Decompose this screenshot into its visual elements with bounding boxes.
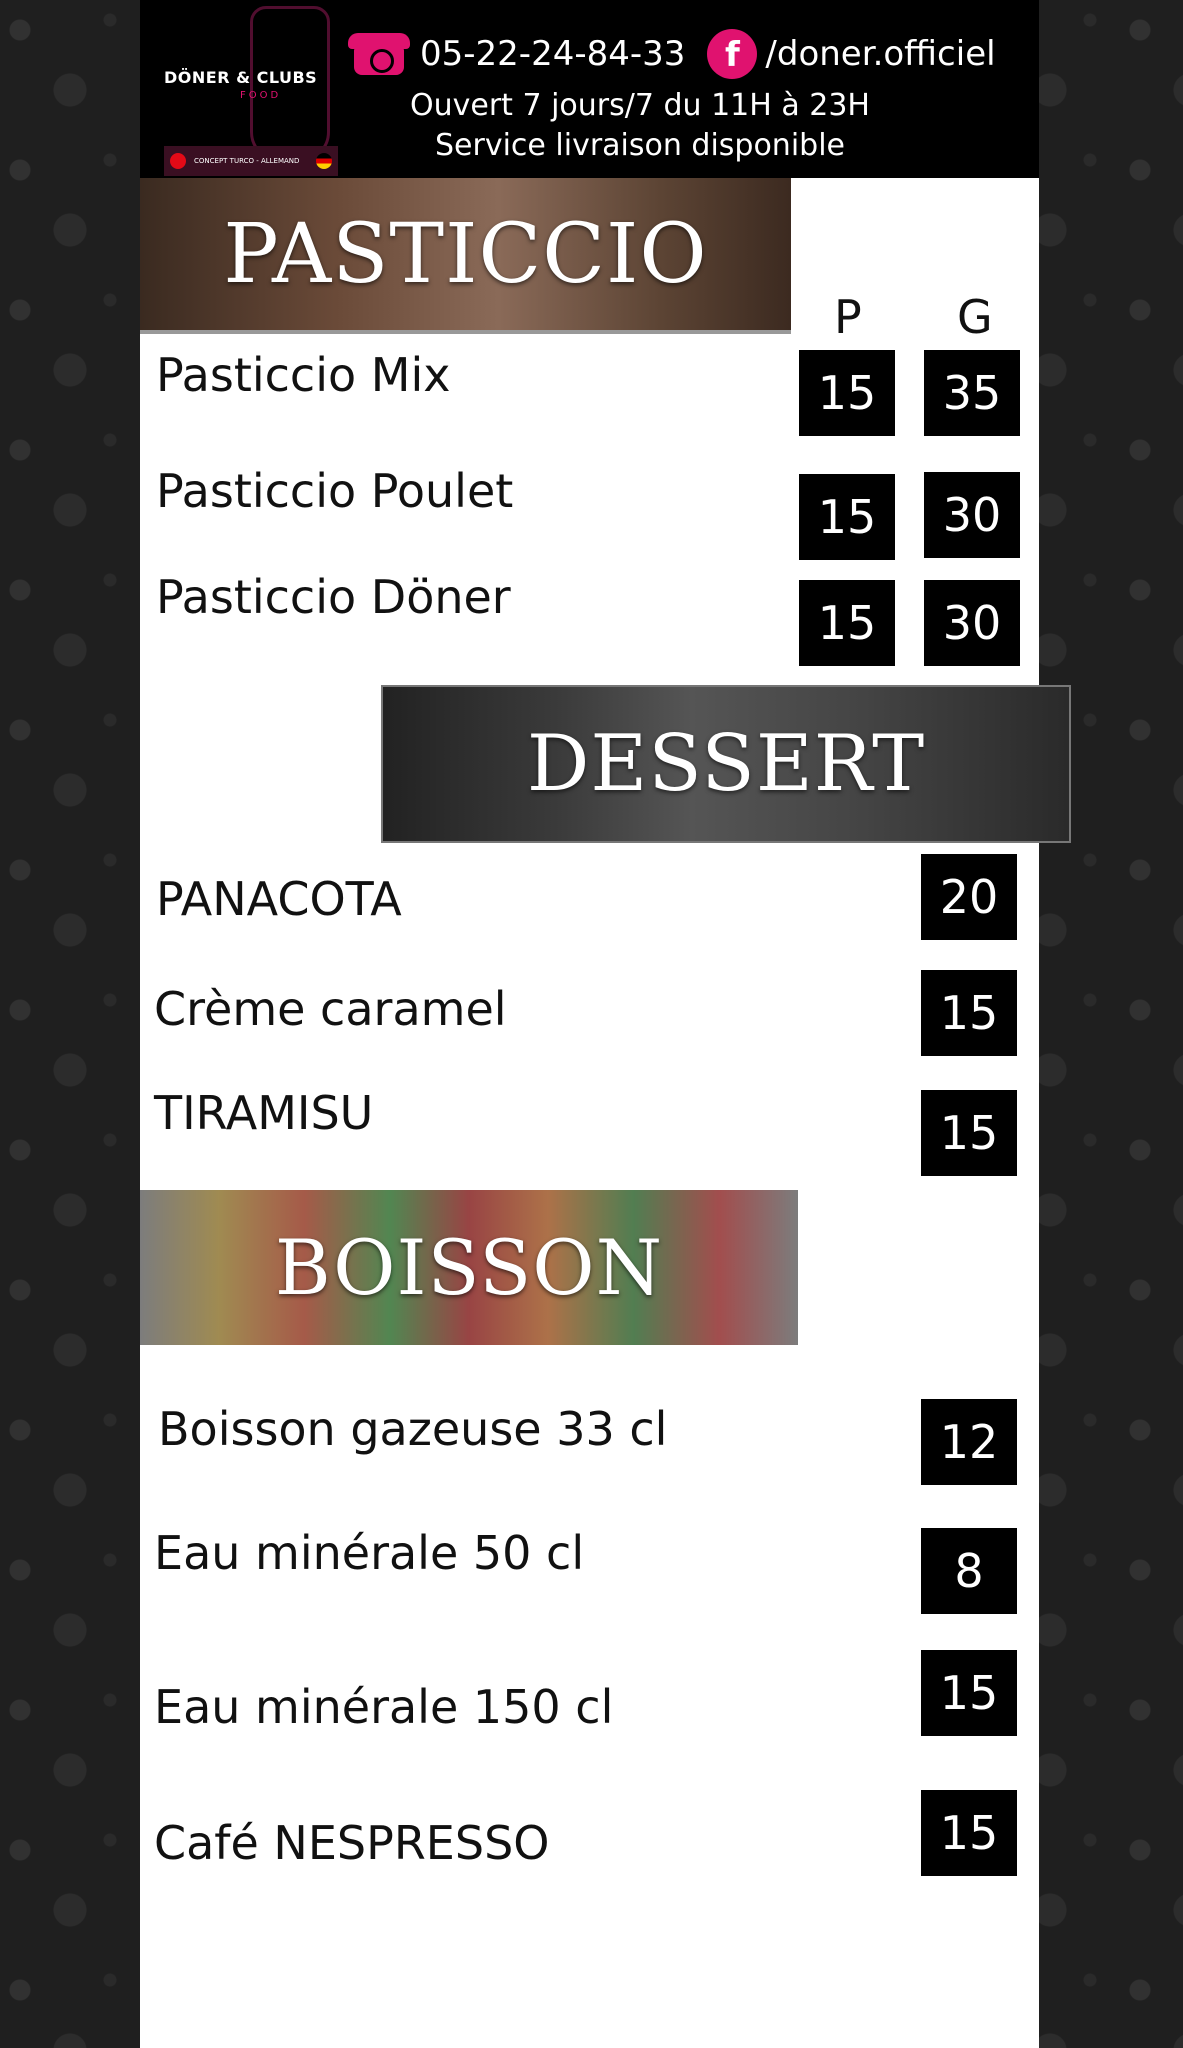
menu-header [140,0,1039,178]
menu-item-name: TIRAMISU [154,1086,374,1140]
column-head-p: P [834,290,862,344]
price-box: 30 [924,580,1020,666]
menu-item-name: Café NESPRESSO [154,1816,550,1870]
phone-icon [346,31,412,77]
menu-item-name: Pasticcio Poulet [156,464,514,518]
opening-hours [400,86,880,166]
price-box: 30 [924,472,1020,558]
menu-item-name: PANACOTA [156,872,402,926]
germany-flag-icon [316,153,332,169]
phone-number[interactable]: 05-22-24-84-33 [420,34,686,74]
price-box: 15 [921,1650,1017,1736]
menu-item-name: Boisson gazeuse 33 cl [158,1402,668,1456]
menu-item-name: Eau minérale 150 cl [154,1680,614,1734]
price-box: 15 [921,970,1017,1056]
turkey-flag-icon [170,153,186,169]
dessert-title: DESSERT [526,719,926,809]
price-box: 8 [921,1528,1017,1614]
pasticcio-title: PASTICCIO [223,206,708,302]
logo-tagline [164,146,338,176]
logo-tagline-text: CONCEPT TURCO - ALLEMAND [194,157,300,165]
price-box: 15 [799,580,895,666]
price-box: 35 [924,350,1020,436]
menu-item-name: Eau minérale 50 cl [154,1526,585,1580]
facebook-handle[interactable]: /doner.officiel [765,34,996,74]
price-box: 15 [799,474,895,560]
logo-sub: FOOD [240,90,282,101]
price-box: 15 [921,1090,1017,1176]
hours-text: Ouvert 7 jours/7 du 11H à 23H [409,88,870,123]
boisson-banner [140,1190,798,1345]
price-box: 15 [799,350,895,436]
contact-row [346,28,996,80]
price-box: 20 [921,854,1017,940]
delivery-text: Service livraison disponible [434,128,845,163]
boisson-title: BOISSON [274,1223,664,1312]
dessert-banner [381,685,1071,843]
brand-logo [164,6,354,174]
logo-name: DÖNER & CLUBS [164,68,318,87]
pasticcio-banner [140,178,791,334]
menu-item-name: Crème caramel [154,982,507,1036]
menu-item-name: Pasticcio Döner [156,570,511,624]
menu-item-name: Pasticcio Mix [156,348,451,402]
facebook-icon: f [707,29,757,79]
price-box: 12 [921,1399,1017,1485]
column-head-g: G [957,290,993,344]
price-box: 15 [921,1790,1017,1876]
